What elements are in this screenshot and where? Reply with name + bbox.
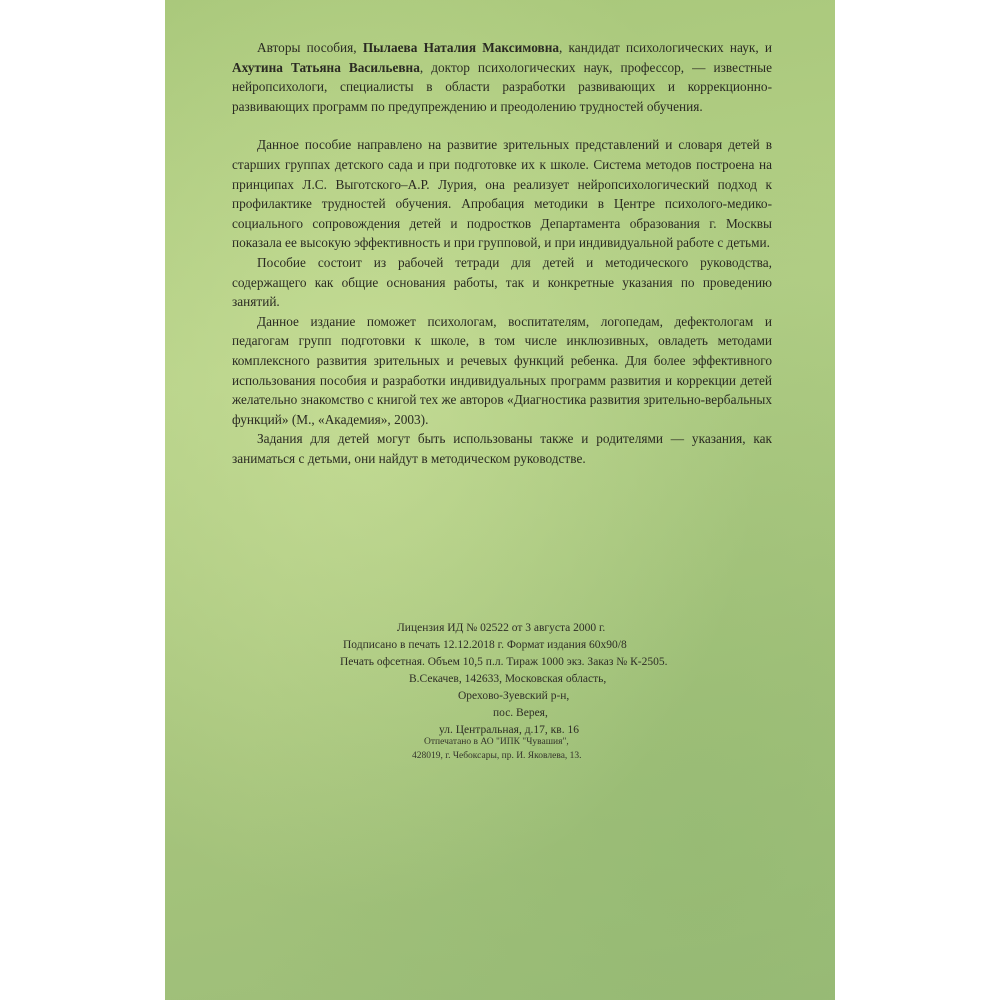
imprint-district: Орехово-Зуевский р-н, [458, 690, 570, 702]
annotation-paragraph-purpose: Данное пособие направлено на развитие зрительных представлений и словаря детей в старших группах детского сада и при подготовке их к школе. Система методов построена на принципах Л.С. Выготского–А.Р. Лурия, она реализует нейропсихологический подход к профилактике трудностей обучения. Апробация методики в Центре психолого-медико-социального сопровождения детей и подростков Департамента образования г. Москвы показала ее высокую эффективность и при групповой, и при индивидуальной работе с детьми. [232, 137, 772, 251]
book-back-cover [165, 0, 835, 1000]
imprint-street: ул. Центральная, д.17, кв. 16 [439, 724, 579, 736]
imprint-license: Лицензия ИД № 02522 от 3 августа 2000 г. [397, 622, 606, 634]
annotation-text [232, 38, 772, 468]
author-name-1: Пылаева Наталия Максимовна [362, 40, 559, 55]
authors-mid: , кандидат психологических наук, и [559, 40, 772, 55]
imprint-print-info: Печать офсетная. Объем 10,5 п.л. Тираж 1000 экз. Заказ № К-2505. [340, 656, 668, 668]
imprint-publisher: В.Секачев, 142633, Московская область, [409, 673, 607, 685]
annotation-paragraph-audience: Данное издание поможет психологам, воспитателям, логопедам, дефектологам и педагогам групп подготовки к школе, в том числе инклюзивных, овладеть методами комплексного развития зрительных и речевых функций ребенка. Для более эффективного использования пособия и разработки индивидуальных программ развития и коррекции детей желательно знакомство с книгой тех же авторов «Диагностика развития зрительно-вербальных функций» (М., «Академия», 2003). [232, 313, 772, 427]
author-name-2: Ахутина Татьяна Васильевна [232, 59, 420, 75]
annotation-paragraph-structure: Пособие состоит из рабочей тетради для детей и методического руководства, содержащего как общие основания работы, так и конкретные указания по проведению занятий. [232, 254, 772, 310]
printer-address: 428019, г. Чебоксары, пр. И. Яковлева, 13. [412, 751, 582, 761]
annotation-paragraph-authors [232, 38, 772, 116]
imprint-signed: Подписано в печать 12.12.2018 г. Формат издания 60х90/8 [343, 639, 627, 651]
authors-intro: Авторы пособия, [257, 40, 363, 55]
printer-name: Отпечатано в АО "ИПК "Чувашия", [424, 737, 569, 747]
imprint-settlement: пос. Верея, [493, 707, 548, 719]
annotation-paragraph-parents: Задания для детей могут быть использованы также и родителями — указания, как заниматься с детьми, они найдут в методическом руководстве. [232, 431, 772, 466]
authors-end: , доктор психологических наук, профессор, — известные нейропсихологи, специалисты в области разработки развивающих и коррекционно-развивающих программ по предупреждению и преодолению трудностей обучения. [232, 59, 772, 114]
